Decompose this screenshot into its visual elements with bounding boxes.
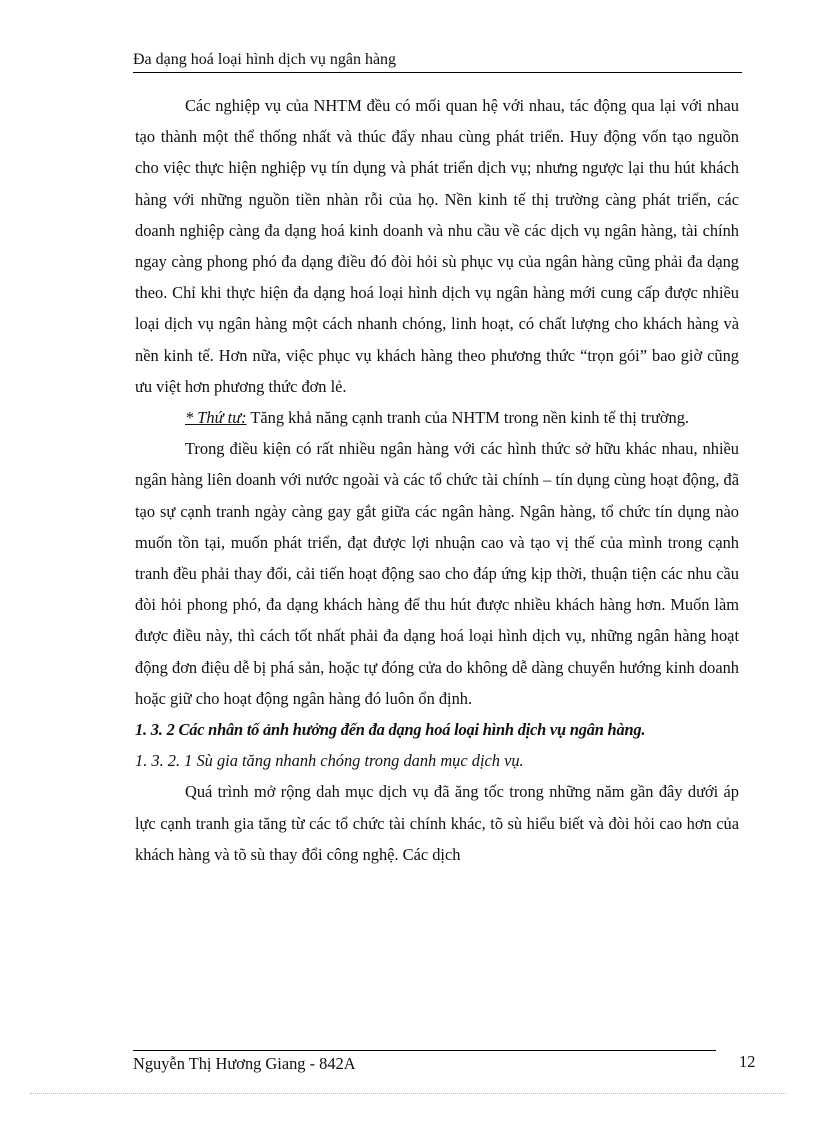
footer-author: Nguyễn Thị Hương Giang - 842A [133, 1054, 356, 1073]
subsection-heading: 1. 3. 2. 1 Sù gia tăng nhanh chóng trong danh mục dịch vụ. [135, 751, 524, 771]
section-heading: 1. 3. 2 Các nhân tố ảnh hưởng đến đa dạng hoá loại hình dịch vụ ngân hàng. [135, 720, 646, 740]
running-header: Đa dạng hoá loại hình dịch vụ ngân hàng [133, 50, 742, 73]
footer-rule [133, 1050, 716, 1051]
body-text [135, 90, 739, 870]
paragraph-4: Quá trình mở rộng dah mục dịch vụ đã ăng tốc trong những năm gần đây dưới áp lực cạnh tranh gia tăng từ các tổ chức tài chính khác, tõ sù hiểu biết và đòi hỏi cao hơn của khách hàng và tõ sù thay đổi công nghệ. Các dịch [135, 782, 739, 864]
point-label: * Thứ tư: [185, 408, 247, 428]
page-number: 12 [739, 1052, 756, 1071]
point-text: Tăng khả năng cạnh tranh của NHTM trong nền kinh tế thị trường. [246, 408, 689, 428]
paragraph-2 [135, 402, 739, 433]
page-bottom-divider [30, 1093, 786, 1094]
paragraph-3: Trong điều kiện có rất nhiều ngân hàng với các hình thức sở hữu khác nhau, nhiều ngân hàng liên doanh với nước ngoài và các tổ chức tài chính – tín dụng cùng hoạt động, đã tạo sự cạnh tranh ngày càng gay gắt giữa các ngân hàng. Ngân hàng, tổ chức tín dụng nào muốn tồn tại, muốn phát triển, đạt được lợi nhuận cao và tạo vị thế của mình trong cạnh tranh đều phải thay đổi, cải tiến hoạt động sao cho đáp ứng kịp thời, thuận tiện các nhu cầu đòi hỏi phong phó, đa dạng khách hàng để thu hút được nhiều khách hàng hơn. Muốn làm được điều này, thì cách tốt nhất phải đa dạng hoá loại hình dịch vụ, những ngân hàng hoạt động đơn điệu dễ bị phá sản, hoặc tự đóng cửa do không dễ dàng chuyển hướng kinh doanh hoặc giữ cho hoạt động ngân hàng đó luôn ổn định. [135, 439, 739, 708]
paragraph-1: Các nghiệp vụ của NHTM đều có mối quan hệ với nhau, tác động qua lại với nhau tạo thành một thể thống nhất và thúc đẩy nhau cùng phát triển. Huy động vốn tạo nguồn cho việc thực hiện nghiệp vụ tín dụng và phát triển dịch vụ; nhưng ngược lại thu hút khách hàng với những nguồn tiền nhàn rỗi của họ. Nền kinh tế thị trường càng phát triển, các doanh nghiệp càng đa dạng hoá kinh doanh và nhu cầu về các dịch vụ ngân hàng, tài chính ngay càng phong phó đa dạng điều đó đòi hỏi sù phục vụ của ngân hàng cũng phải đa dạng theo. Chỉ khi thực hiện đa dạng hoá loại hình dịch vụ ngân hàng mới cung cấp được nhiều loại dịch vụ ngân hàng một cách nhanh chóng, linh hoạt, có chất lượng cho khách hàng và nền kinh tế. Hơn nữa, việc phục vụ khách hàng theo phương thức “trọn gói” bao giờ cũng ưu việt hơn phương thức đơn lẻ. [135, 96, 739, 396]
